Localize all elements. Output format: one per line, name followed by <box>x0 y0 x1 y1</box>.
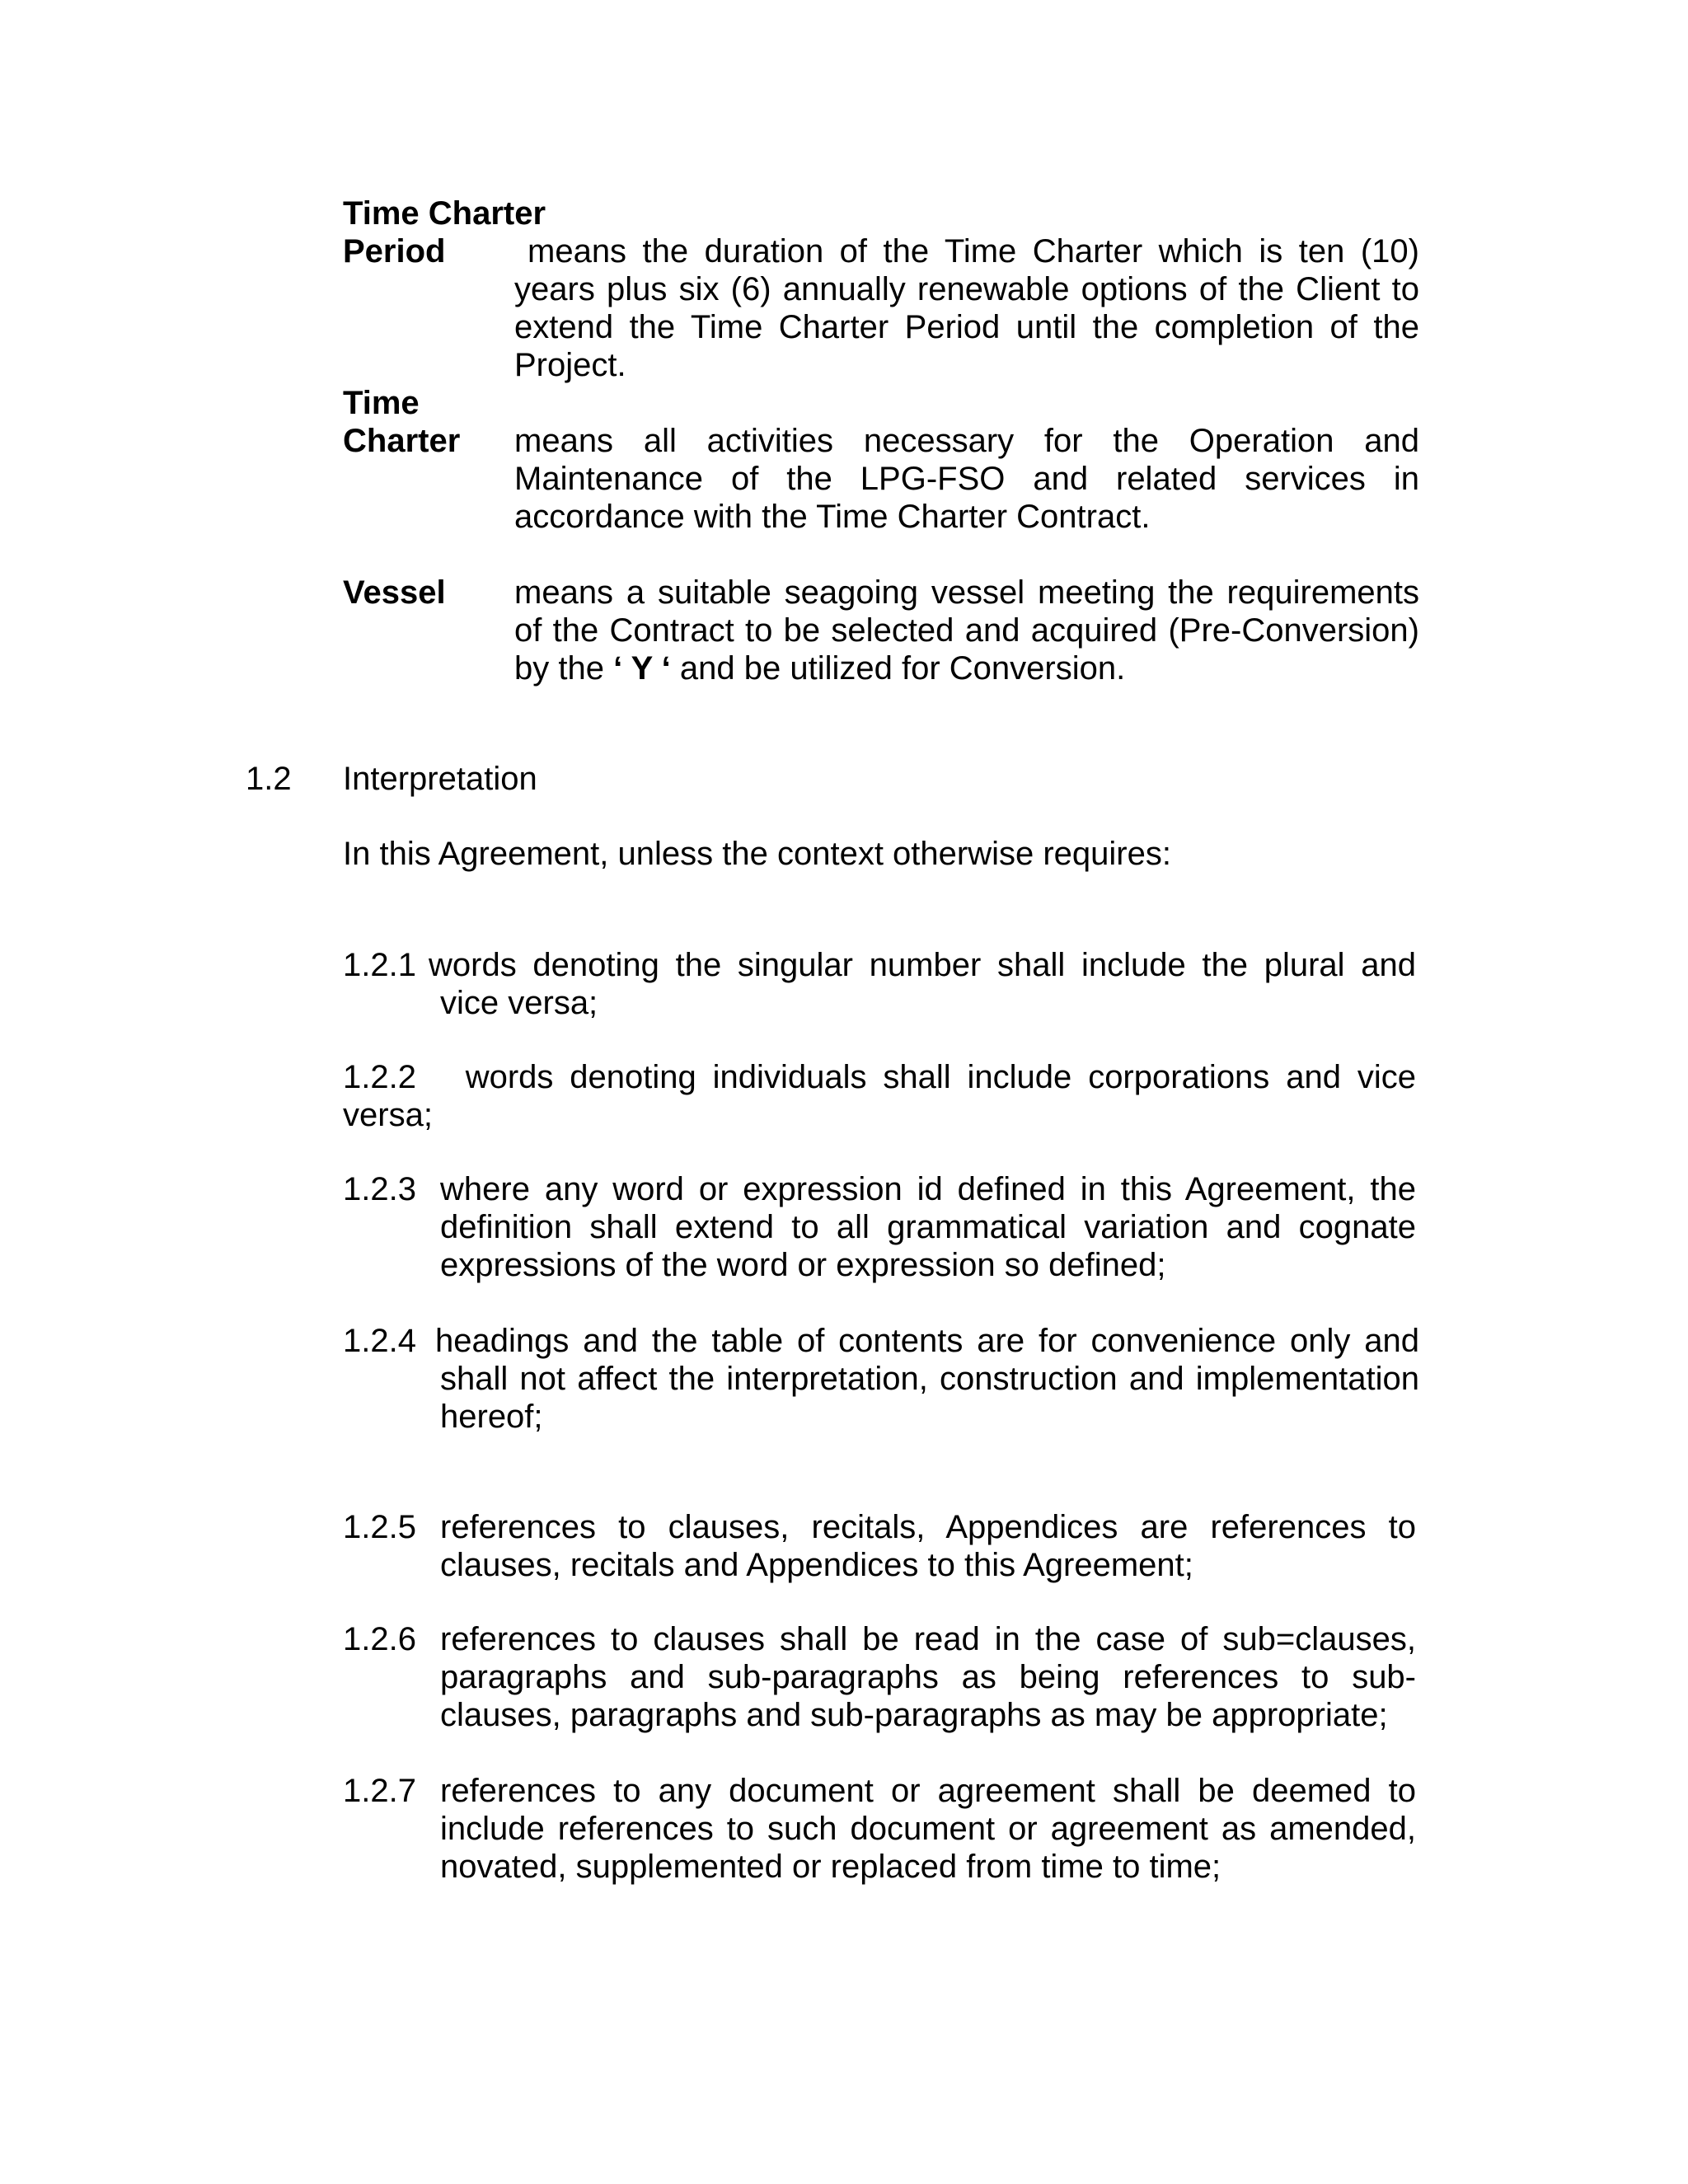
section-intro: In this Agreement, unless the context otherwise requires: <box>343 836 1171 872</box>
clause-number: 1.2.7 <box>343 1773 416 1809</box>
clause-number: 1.2.5 <box>343 1509 416 1545</box>
clause-text: words denoting individuals shall include corporations and vice versa; <box>343 1059 1416 1133</box>
definition-text-time-charter-period: means the duration of the Time Charter which is ten (10) years plus six (6) annually renewable options of the Client to extend the Time Charter Period until the completion of the Project. <box>514 233 1419 383</box>
definition-text-vessel <box>514 574 1419 687</box>
clause-text: headings and the table of contents are for convenience only and shall not affect the interpretation, construction and implementation hereof; <box>435 1323 1419 1435</box>
clause-text: references to any document or agreement shall be deemed to include references to such document or agreement as amended, novated, supplemented or replaced from time to time; <box>440 1773 1416 1885</box>
vessel-text-before: means a suitable seagoing vessel meeting the requirements of the Contract to be selected and acquired (Pre-Conversion) by the <box>514 574 1419 687</box>
definition-term-line: Charter <box>343 423 461 459</box>
clause-text <box>429 946 1416 1022</box>
clause-text-content: words denoting the singular number shall include the plural and vice versa; <box>429 947 1416 1021</box>
clause-number: 1.2.6 <box>343 1621 416 1657</box>
vessel-party-y: ‘ Y ‘ <box>613 650 671 687</box>
vessel-text-after: and be utilized for Conversion. <box>679 650 1126 687</box>
definition-term-time-charter <box>343 384 460 460</box>
clause-text: references to clauses shall be read in the case of sub=clauses, paragraphs and sub-paragraphs as being references to sub-clauses, paragraphs and sub-paragraphs as may be appropriate; <box>440 1621 1416 1733</box>
definition-term-line: Vessel <box>343 574 446 611</box>
definition-term-line: Period <box>343 233 446 269</box>
definition-term-line: Time <box>343 385 420 421</box>
clause-number: 1.2.2 <box>343 1059 416 1095</box>
clause-number: 1.2.1 <box>343 947 416 983</box>
clause-text: references to clauses, recitals, Appendices are references to clauses, recitals and Appendices to this Agreement; <box>440 1509 1416 1583</box>
clause-item <box>343 1058 1416 1134</box>
clause-number: 1.2.3 <box>343 1171 416 1207</box>
definition-text-time-charter: means all activities necessary for the Operation and Maintenance of the LPG-FSO and related services in accordance with the Time Charter Contract. <box>514 423 1419 535</box>
definition-term-vessel <box>343 574 446 612</box>
clause-text: where any word or expression id defined in this Agreement, the definition shall extend to all grammatical variation and cognate expressions of the word or expression so defined; <box>440 1171 1416 1283</box>
section-title: Interpretation <box>343 761 537 797</box>
section-number: 1.2 <box>246 761 292 797</box>
clause-number: 1.2.4 <box>343 1323 416 1359</box>
definition-term-line: Time Charter <box>343 195 546 232</box>
